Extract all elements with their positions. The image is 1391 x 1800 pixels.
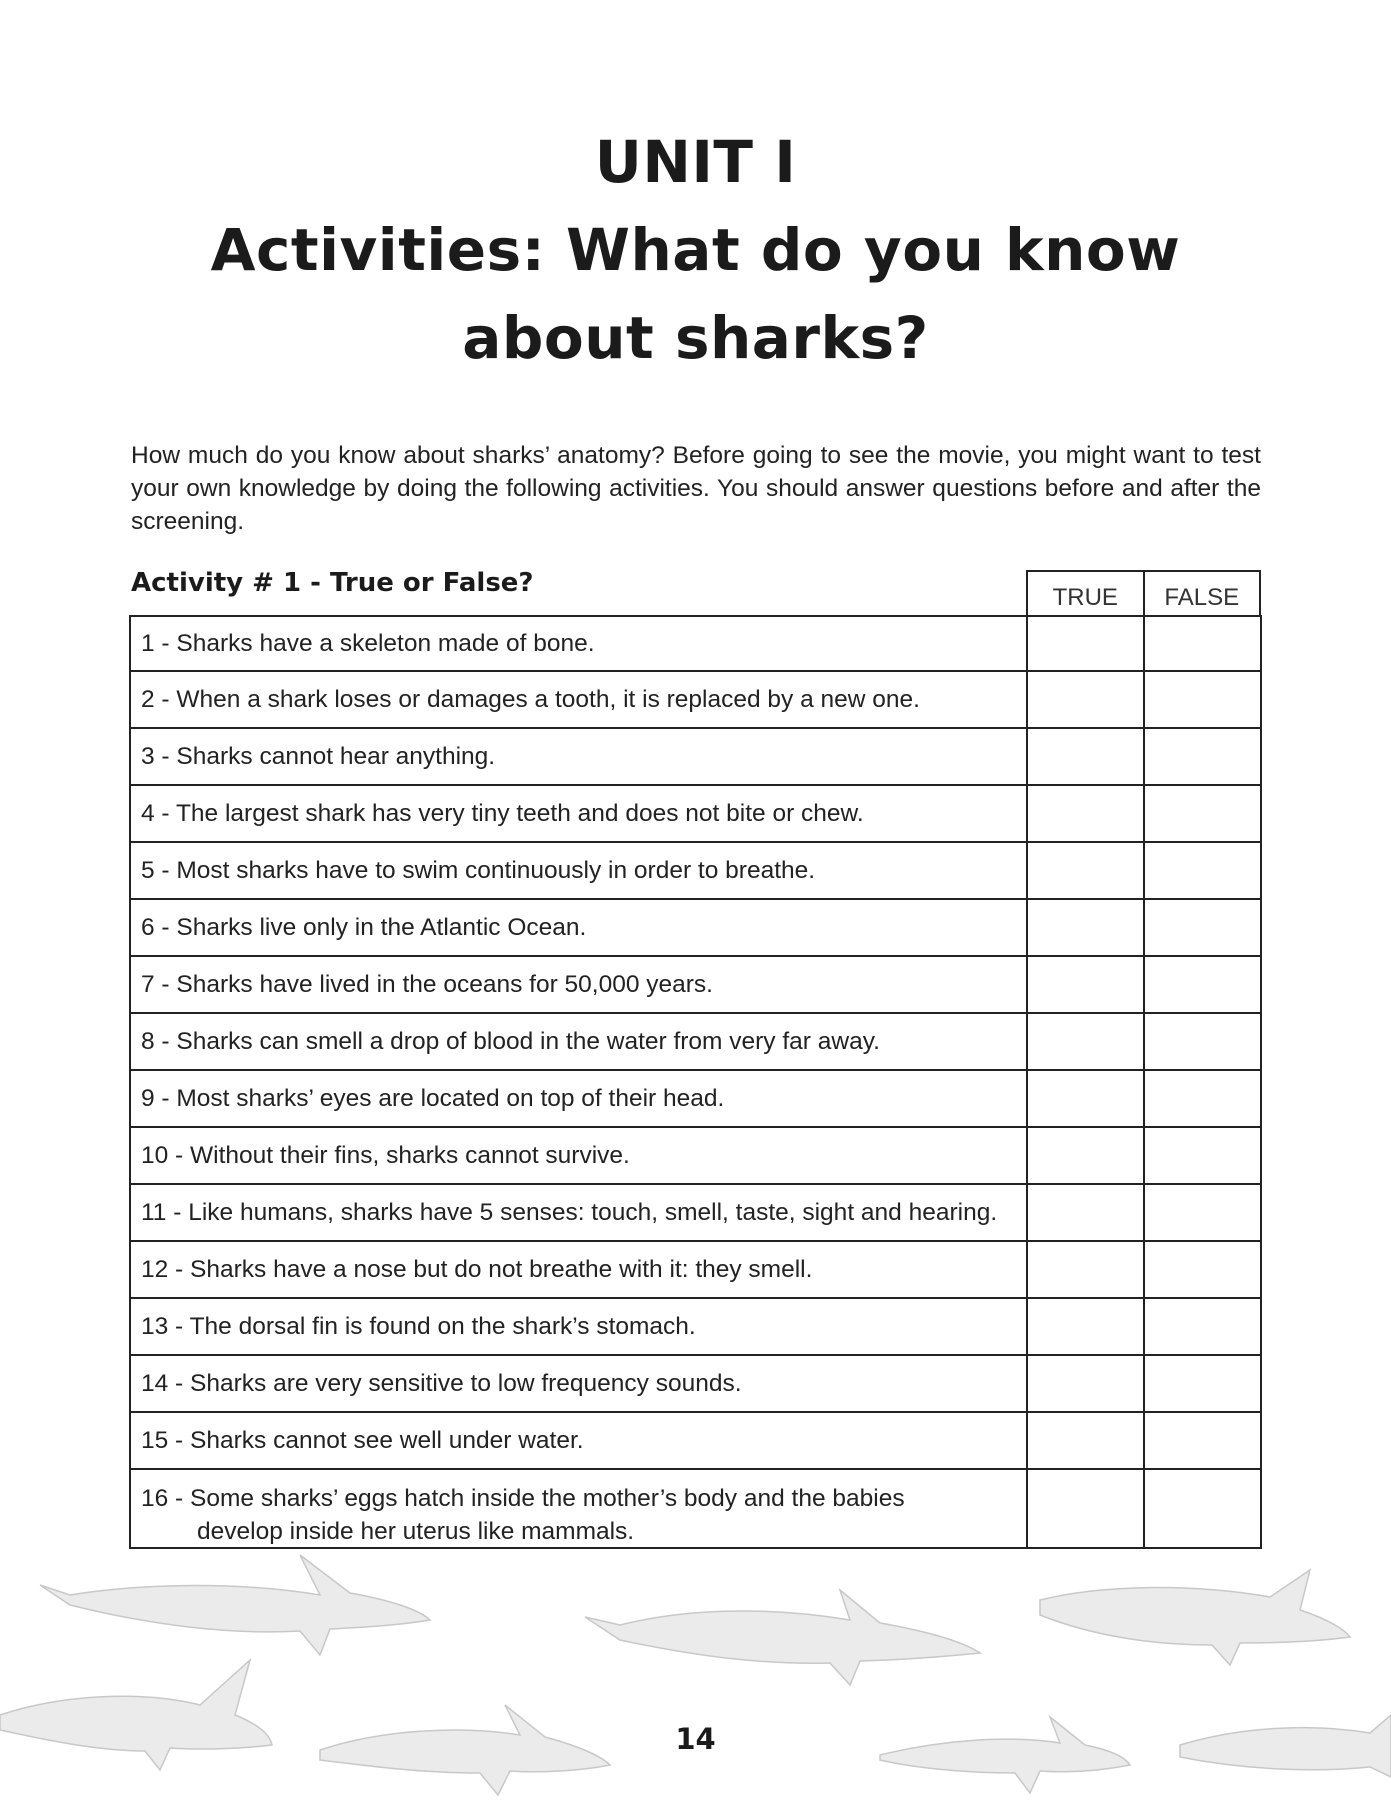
statement: 6 - Sharks live only in the Atlantic Ocean. <box>131 900 1028 955</box>
table-row <box>131 841 1260 898</box>
statement: 11 - Like humans, sharks have 5 senses: touch, smell, taste, sight and hearing. <box>131 1185 1028 1240</box>
true-answer-cell[interactable] <box>1028 1014 1145 1069</box>
true-answer-cell[interactable] <box>1028 1071 1145 1126</box>
title-line-sharks: about sharks? <box>462 304 929 372</box>
true-false-table <box>129 615 1262 1549</box>
false-answer-cell[interactable] <box>1145 786 1260 841</box>
false-answer-cell[interactable] <box>1145 1071 1260 1126</box>
false-column-label: FALSE <box>1164 584 1240 611</box>
table-row <box>131 670 1260 727</box>
statement-16-line-2: develop inside her uterus like mammals. <box>197 1518 635 1545</box>
false-answer-cell[interactable] <box>1145 1413 1260 1468</box>
true-answer-cell[interactable] <box>1028 672 1145 727</box>
shark-icon <box>585 1590 980 1685</box>
title-line-activities: Activities: What do you know <box>210 216 1181 284</box>
page-number: 14 <box>675 1722 716 1756</box>
table-row <box>131 784 1260 841</box>
table-row <box>131 617 1260 670</box>
statement-16-line-1: 16 - Some sharks’ eggs hatch inside the mother’s body and the babies <box>141 1485 905 1512</box>
shark-icon <box>40 1555 430 1655</box>
false-answer-cell[interactable] <box>1145 900 1260 955</box>
false-answer-cell[interactable] <box>1145 843 1260 898</box>
table-row <box>131 898 1260 955</box>
false-answer-cell[interactable] <box>1145 1185 1260 1240</box>
true-answer-cell[interactable] <box>1028 1470 1145 1547</box>
true-answer-cell[interactable] <box>1028 617 1145 670</box>
false-answer-cell[interactable] <box>1145 957 1260 1012</box>
false-answer-cell[interactable] <box>1145 1356 1260 1411</box>
page-title <box>0 118 1391 382</box>
intro-paragraph: How much do you know about sharks’ anatomy? Before going to see the movie, you might want to test your own knowledge by doing the following activities. You should answer questions before and after the screening. <box>131 442 1261 535</box>
true-answer-cell[interactable] <box>1028 729 1145 784</box>
statement <box>131 1470 1028 1547</box>
false-answer-cell[interactable] <box>1145 1014 1260 1069</box>
false-answer-cell[interactable] <box>1145 1299 1260 1354</box>
true-answer-cell[interactable] <box>1028 1299 1145 1354</box>
statement: 15 - Sharks cannot see well under water. <box>131 1413 1028 1468</box>
true-answer-cell[interactable] <box>1028 957 1145 1012</box>
table-row <box>131 1126 1260 1183</box>
false-answer-cell[interactable] <box>1145 729 1260 784</box>
false-answer-cell[interactable] <box>1145 1470 1260 1547</box>
table-row <box>131 1069 1260 1126</box>
statement: 7 - Sharks have lived in the oceans for 50,000 years. <box>131 957 1028 1012</box>
true-answer-cell[interactable] <box>1028 1185 1145 1240</box>
true-answer-cell[interactable] <box>1028 1413 1145 1468</box>
false-answer-cell[interactable] <box>1145 672 1260 727</box>
true-column-label: TRUE <box>1028 572 1145 615</box>
true-answer-cell[interactable] <box>1028 1356 1145 1411</box>
shark-icon <box>1040 1570 1350 1665</box>
statement: 3 - Sharks cannot hear anything. <box>131 729 1028 784</box>
table-row <box>131 727 1260 784</box>
activity-heading: Activity # 1 - True or False? <box>131 568 534 598</box>
statement: 2 - When a shark loses or damages a tooth, it is replaced by a new one. <box>131 672 1028 727</box>
table-row <box>131 1354 1260 1411</box>
true-answer-cell[interactable] <box>1028 786 1145 841</box>
statement: 14 - Sharks are very sensitive to low frequency sounds. <box>131 1356 1028 1411</box>
statement: 12 - Sharks have a nose but do not breathe with it: they smell. <box>131 1242 1028 1297</box>
false-answer-cell[interactable] <box>1145 617 1260 670</box>
table-row <box>131 955 1260 1012</box>
table-row <box>131 1297 1260 1354</box>
table-row <box>131 1411 1260 1468</box>
table-row <box>131 1012 1260 1069</box>
statement: 4 - The largest shark has very tiny teeth and does not bite or chew. <box>131 786 1028 841</box>
statement: 1 - Sharks have a skeleton made of bone. <box>131 617 1028 670</box>
statement: 5 - Most sharks have to swim continuously in order to breathe. <box>131 843 1028 898</box>
title-line-unit: UNIT I <box>594 128 797 196</box>
true-answer-cell[interactable] <box>1028 843 1145 898</box>
answer-column-header <box>1026 570 1261 615</box>
shark-illustration-decoration <box>0 1545 1391 1800</box>
statement: 13 - The dorsal fin is found on the shark’s stomach. <box>131 1299 1028 1354</box>
statement: 10 - Without their fins, sharks cannot survive. <box>131 1128 1028 1183</box>
table-row <box>131 1468 1260 1547</box>
statement: 9 - Most sharks’ eyes are located on top of their head. <box>131 1071 1028 1126</box>
true-answer-cell[interactable] <box>1028 900 1145 955</box>
table-row <box>131 1240 1260 1297</box>
true-answer-cell[interactable] <box>1028 1242 1145 1297</box>
false-answer-cell[interactable] <box>1145 1128 1260 1183</box>
statement: 8 - Sharks can smell a drop of blood in the water from very far away. <box>131 1014 1028 1069</box>
true-answer-cell[interactable] <box>1028 1128 1145 1183</box>
false-answer-cell[interactable] <box>1145 1242 1260 1297</box>
table-row <box>131 1183 1260 1240</box>
